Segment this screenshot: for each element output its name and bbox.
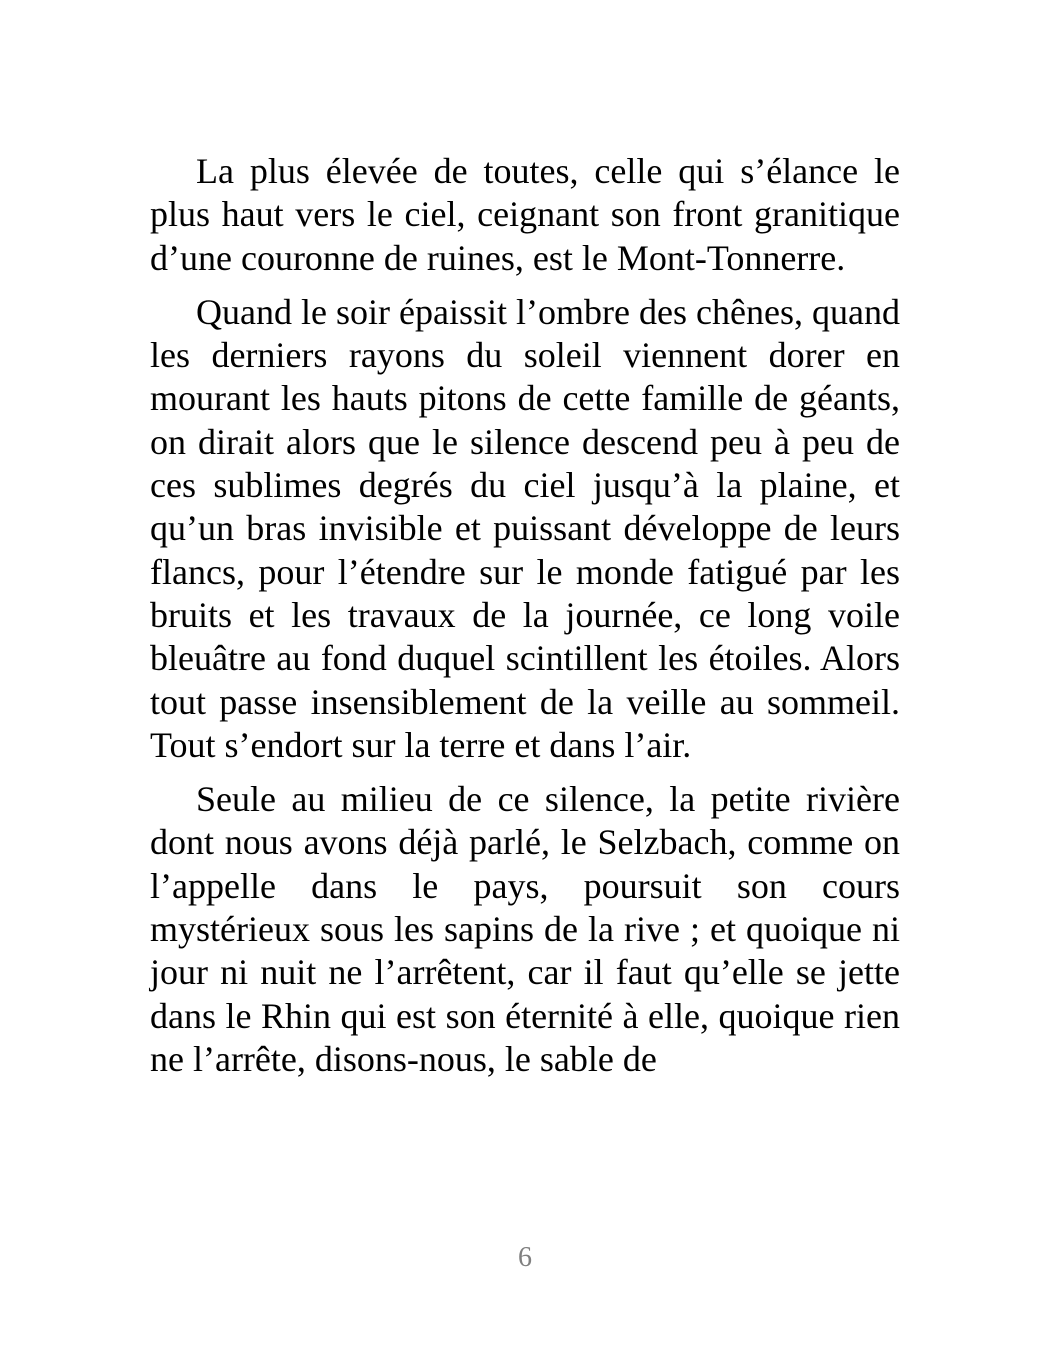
page-number: 6 xyxy=(518,1242,532,1273)
paragraph-1: La plus élevée de toutes, celle qui s’élance le plus haut vers le ciel, ceignant son front granitique d’une couronne de ruines, est le Mont-Tonnerre. xyxy=(150,151,900,278)
paragraph-3: Seule au milieu de ce silence, la petite rivière dont nous avons déjà parlé, le Selzbach, comme on l’appelle dans le pays, poursuit son cours mystérieux sous les sapins de la rive ; et quoique ni jour ni nuit ne l’arrêtent, car il faut qu’elle se jette dans le Rhin qui est son éternité à elle, quoique rien ne l’arrête, disons-nous, le sable de xyxy=(150,779,900,1079)
paragraph-2: Quand le soir épaissit l’ombre des chênes, quand les derniers rayons du soleil viennent dorer en mourant les hauts pitons de cette famille de géants, on dirait alors que le silence descend peu à peu de ces sublimes degrés du ciel jusqu’à la plaine, et qu’un bras invisible et puissant développe de leurs flancs, pour l’étendre sur le monde fatigué par les bruits et les travaux de la journée, ce long voile bleuâtre au fond duquel scintillent les étoiles. Alors tout passe insensiblement de la veille au sommeil. Tout s’endort sur la terre et dans l’air. xyxy=(150,291,900,765)
page-body xyxy=(150,150,900,1092)
